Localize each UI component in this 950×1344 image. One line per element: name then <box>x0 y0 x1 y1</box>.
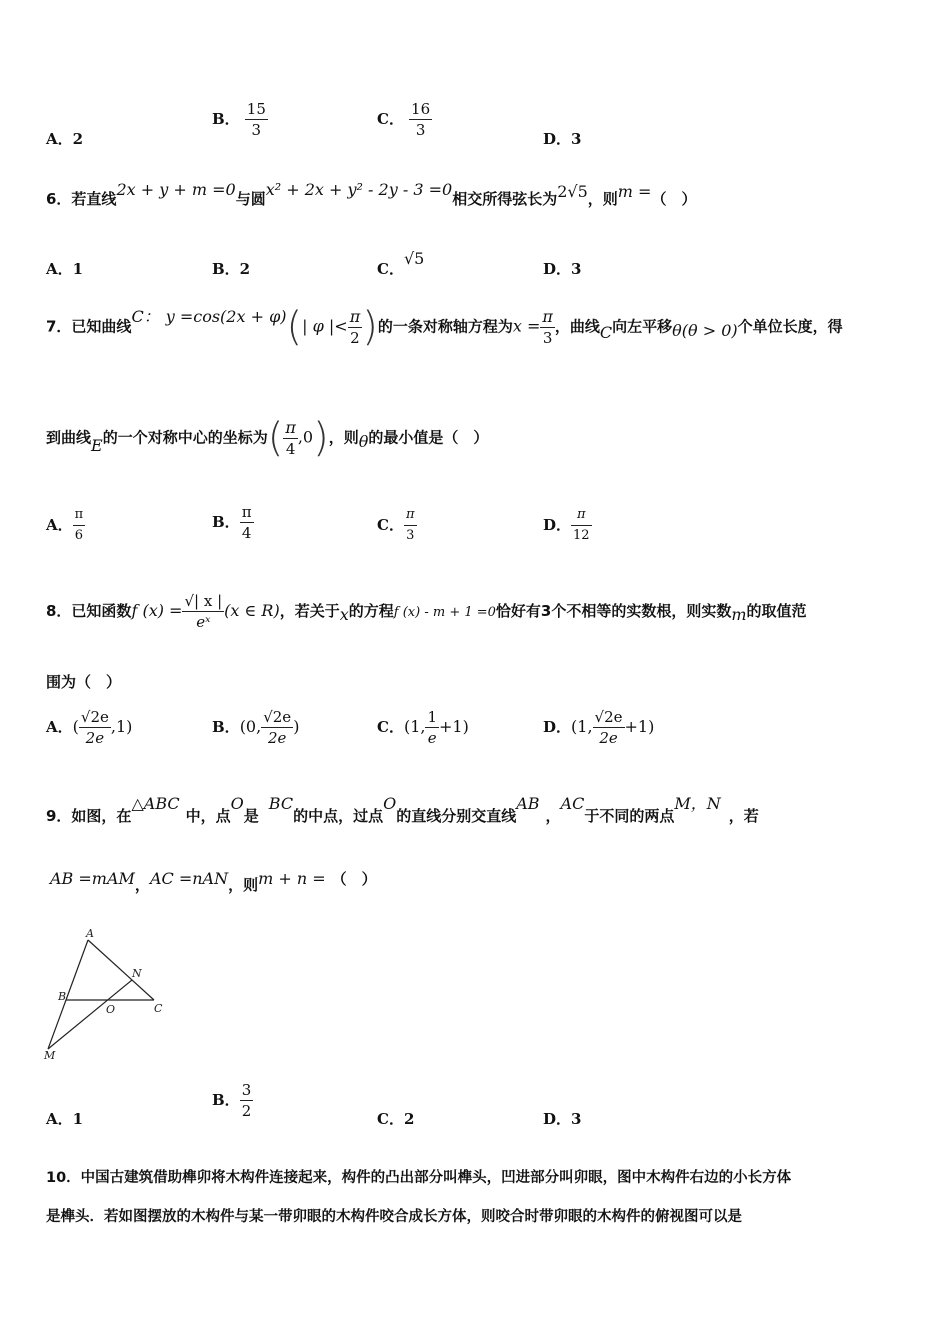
q7-condition-fraction <box>348 308 363 347</box>
q5-option-c-fraction <box>409 100 432 139</box>
q8-x-letter: x <box>339 605 349 624</box>
q6-option-c-label: C． <box>377 260 404 278</box>
q8-b-den: 2e <box>267 729 287 747</box>
q9-ask: m + n = <box>258 869 326 888</box>
q7-cond-num: π <box>349 306 361 326</box>
q9-fig-label-o: O <box>106 1003 116 1016</box>
q7-axis-prefix: x = <box>512 316 541 336</box>
q9-fig-label-a: A <box>86 927 94 940</box>
q7-b-den: 4 <box>241 524 252 542</box>
q9-point-o-2: O <box>383 794 397 813</box>
q7-a-den: 6 <box>74 528 84 543</box>
q7-curve-letter: C <box>599 322 613 342</box>
q6-text-1: 6．若直线 <box>46 190 117 208</box>
q9-fig-side-ab <box>66 940 88 1000</box>
q9-comma-1: ， <box>545 807 561 825</box>
q8-b-post: ) <box>293 717 300 736</box>
q9-line-ab: AB <box>516 794 540 813</box>
q6-text-3: 相交所得弦长为 <box>452 190 558 208</box>
q7-center-num: π <box>285 417 296 437</box>
q10-stem-line1: 10．中国古建筑借助榫卯将木构件连接起来，构件的凸出部分叫榫头，凹进部分叫卯眼，图中木构件右边的小长方体 <box>46 1170 792 1186</box>
q9-text-8: ，则 <box>228 876 259 894</box>
q9-option-b <box>212 1081 253 1120</box>
q9-option-a: A．1 <box>46 1110 84 1128</box>
q9-answer-paren: （ ） <box>331 870 377 888</box>
q8-a-num: √2e <box>80 708 109 726</box>
q7-option-b-label: B． <box>212 513 240 531</box>
q7-shift: θ(θ > 0) <box>672 320 738 340</box>
q9-fig-label-n: N <box>132 967 142 980</box>
q6-option-c <box>377 248 425 278</box>
q7-text-9: 的最小值是（ ） <box>368 428 489 447</box>
q9-option-b-label: B． <box>212 1091 240 1109</box>
q8-function-fraction <box>182 592 224 631</box>
q8-m-letter: m <box>731 605 747 624</box>
q8-option-c-label: C． <box>377 718 404 736</box>
q6-stem <box>46 180 697 209</box>
q7-option-a-fraction <box>73 506 86 545</box>
q10-stem-line2: 是榫头．若如图摆放的木构件与某一带卯眼的木构件咬合成长方体，则咬合时带卯眼的木构件的俯视图可以是 <box>46 1209 742 1225</box>
q7-curve-name: C： <box>131 306 160 326</box>
q7-stem-line1 <box>46 304 843 350</box>
q9-segment-bc: BC <box>268 794 294 813</box>
q9-text-3: 是 <box>243 807 259 825</box>
q8-d-num: √2e <box>594 708 623 726</box>
q7-axis-num: π <box>542 306 553 326</box>
q6-circle-equation: x² + 2x + y² - 2y - 3 =0 <box>265 180 453 199</box>
q7-option-a-label: A． <box>46 516 73 534</box>
q9-triangle-figure <box>40 925 180 1065</box>
q8-domain: (x ∈ R) <box>224 601 280 620</box>
q5-option-b-label: B． <box>212 110 240 128</box>
q6-ask: m = <box>617 182 652 201</box>
q8-option-a-label: A． <box>46 718 73 736</box>
q8-b-num: √2e <box>263 708 292 726</box>
q8-d-den: 2e <box>599 729 618 747</box>
q8-option-b-label: B． <box>212 718 240 736</box>
q7-center-tail: ,0 <box>297 427 314 447</box>
q9-fig-label-c: C <box>154 1002 163 1015</box>
q8-f-den: eˣ <box>196 613 211 631</box>
q7-right-paren: ) <box>362 304 378 350</box>
q7-text-4: 向左平移 <box>612 317 673 336</box>
q8-option-c-fraction <box>425 708 439 747</box>
q6-option-d: D．3 <box>543 260 582 278</box>
q8-c-num: 1 <box>427 708 438 726</box>
q7-c-num: π <box>404 506 417 526</box>
q5-c-den: 3 <box>415 121 426 139</box>
q8-option-d <box>543 708 654 747</box>
q9-text-4: 的中点，过点 <box>293 807 384 825</box>
q5-option-d: D．3 <box>543 130 582 148</box>
q9-text-6: 于不同的两点 <box>584 807 675 825</box>
q7-d-num: π <box>571 506 592 526</box>
q9-option-b-fraction <box>240 1081 254 1120</box>
q7-option-d-label: D． <box>543 516 572 534</box>
q7-stem-line2 <box>46 415 488 461</box>
q9-b-den: 2 <box>241 1102 252 1120</box>
q8-a-pre: ( <box>72 717 79 736</box>
q9-comma-2: ， <box>134 876 150 894</box>
q7-left-paren: ( <box>286 304 303 350</box>
q9-equation-1: AB =mAM <box>50 869 135 888</box>
q7-text-7: 的一个对称中心的坐标为 <box>102 428 268 447</box>
q7-b-num: π <box>241 503 252 521</box>
q8-equation: f (x) - m + 1 =0 <box>393 605 496 620</box>
q9-option-d: D．3 <box>543 1110 582 1128</box>
q9-equation-2: AC =nAN <box>149 869 229 888</box>
q5-option-b-fraction <box>245 100 268 139</box>
q9-text-2: 中，点 <box>185 807 231 825</box>
q9-points-mn: M，N <box>674 794 721 813</box>
q6-option-c-value: √5 <box>403 249 425 268</box>
q7-d-den: 12 <box>573 528 590 543</box>
q7-c-den: 3 <box>406 528 415 543</box>
q8-option-a-fraction <box>79 708 111 747</box>
q7-center-fraction <box>283 419 298 458</box>
q8-stem-line2: 围为（ ） <box>46 673 122 691</box>
q7-e-letter: E <box>91 435 103 455</box>
q9-line-ac: AC <box>560 794 585 813</box>
q8-d-post: +1) <box>624 717 655 736</box>
q8-f-num: √| x | <box>184 592 223 610</box>
q8-option-d-label: D． <box>543 718 572 736</box>
q8-a-den: 2e <box>85 729 105 747</box>
q7-text-6: 到曲线 <box>46 428 92 447</box>
q6-answer-paren: （ ） <box>651 190 697 208</box>
q9-point-o: O <box>230 794 244 813</box>
q5-b-num: 15 <box>246 100 266 118</box>
q7-condition: | φ |< <box>302 316 348 336</box>
q9-text-1: 9．如图，在 <box>46 807 132 825</box>
q8-option-c <box>377 708 469 747</box>
q7-option-d-fraction <box>571 506 592 545</box>
q8-text-4: 恰好有3个不相等的实数根，则实数 <box>495 602 732 620</box>
q7-text-1: 7．已知曲线 <box>46 317 132 336</box>
q6-chord-length: 2√5 <box>557 182 588 201</box>
q8-b-pre: (0, <box>239 717 262 736</box>
q7-text-8: ，则 <box>328 428 359 447</box>
q9-stem-line1 <box>46 791 759 825</box>
q8-function-prefix: f (x) = <box>131 601 183 620</box>
q8-c-pre: (1, <box>403 717 426 736</box>
q6-text-2: 与圆 <box>235 190 266 208</box>
q8-text-3: 的方程 <box>348 602 394 620</box>
q8-d-pre: (1, <box>571 717 593 736</box>
q8-c-post: +1) <box>439 717 469 736</box>
q9-fig-label-b: B <box>58 990 67 1003</box>
q5-c-num: 16 <box>411 100 431 118</box>
q7-text-5: 个单位长度，得 <box>737 317 843 336</box>
q5-option-b <box>212 100 268 139</box>
q6-option-a: A．1 <box>46 260 84 278</box>
q9-text-7: ，若 <box>728 807 759 825</box>
q8-a-post: ,1) <box>110 717 133 736</box>
q5-option-c-label: C． <box>377 110 404 128</box>
q8-c-den: e <box>427 729 437 747</box>
q8-option-a <box>46 708 132 747</box>
q7-option-c-label: C． <box>377 516 404 534</box>
q9-stem-line2 <box>50 868 377 894</box>
q7-option-c <box>377 506 417 545</box>
q8-text-5: 的取值范 <box>746 602 807 620</box>
q7-center-den: 4 <box>285 439 296 458</box>
q7-option-b <box>212 503 254 542</box>
q7-option-a <box>46 506 85 545</box>
q7-option-b-fraction <box>240 503 254 542</box>
q9-triangle: △ABC <box>131 794 180 813</box>
q7-axis-fraction <box>540 308 555 347</box>
q7-axis-den: 3 <box>542 328 553 347</box>
q9-option-c: C．2 <box>377 1110 415 1128</box>
q7-cond-den: 2 <box>350 328 360 347</box>
q7-text-2: 的一条对称轴方程为 <box>377 317 513 336</box>
q6-line-equation: 2x + y + m =0 <box>116 180 236 199</box>
q6-text-4: ，则 <box>587 190 618 208</box>
q8-option-b <box>212 708 299 747</box>
q9-fig-label-m: M <box>44 1049 56 1062</box>
q9-text-5: 的直线分别交直线 <box>396 807 517 825</box>
q6-option-b: B．2 <box>212 260 251 278</box>
q7-a-num: π <box>73 506 86 526</box>
q8-option-d-fraction <box>593 708 625 747</box>
q7-option-d <box>543 506 592 545</box>
q7-curve-equation: y =cos(2x + φ) <box>165 306 287 326</box>
q8-option-b-fraction <box>261 708 293 747</box>
q9-b-num: 3 <box>241 1081 252 1099</box>
q7-option-c-fraction <box>404 506 417 545</box>
q8-text-1: 8．已知函数 <box>46 602 132 620</box>
q7-theta: θ <box>358 431 369 451</box>
q7-center-left-paren: ( <box>267 415 284 461</box>
q9-fig-side-ac <box>88 940 154 1000</box>
q7-center-right-paren: ) <box>313 415 329 461</box>
q8-text-2: ，若关于 <box>279 602 340 620</box>
q5-b-den: 3 <box>251 121 262 139</box>
q7-text-3: ，曲线 <box>554 317 600 336</box>
q5-option-a: A．2 <box>46 130 84 148</box>
q8-stem-line1 <box>46 592 807 631</box>
q5-option-c <box>377 100 432 139</box>
